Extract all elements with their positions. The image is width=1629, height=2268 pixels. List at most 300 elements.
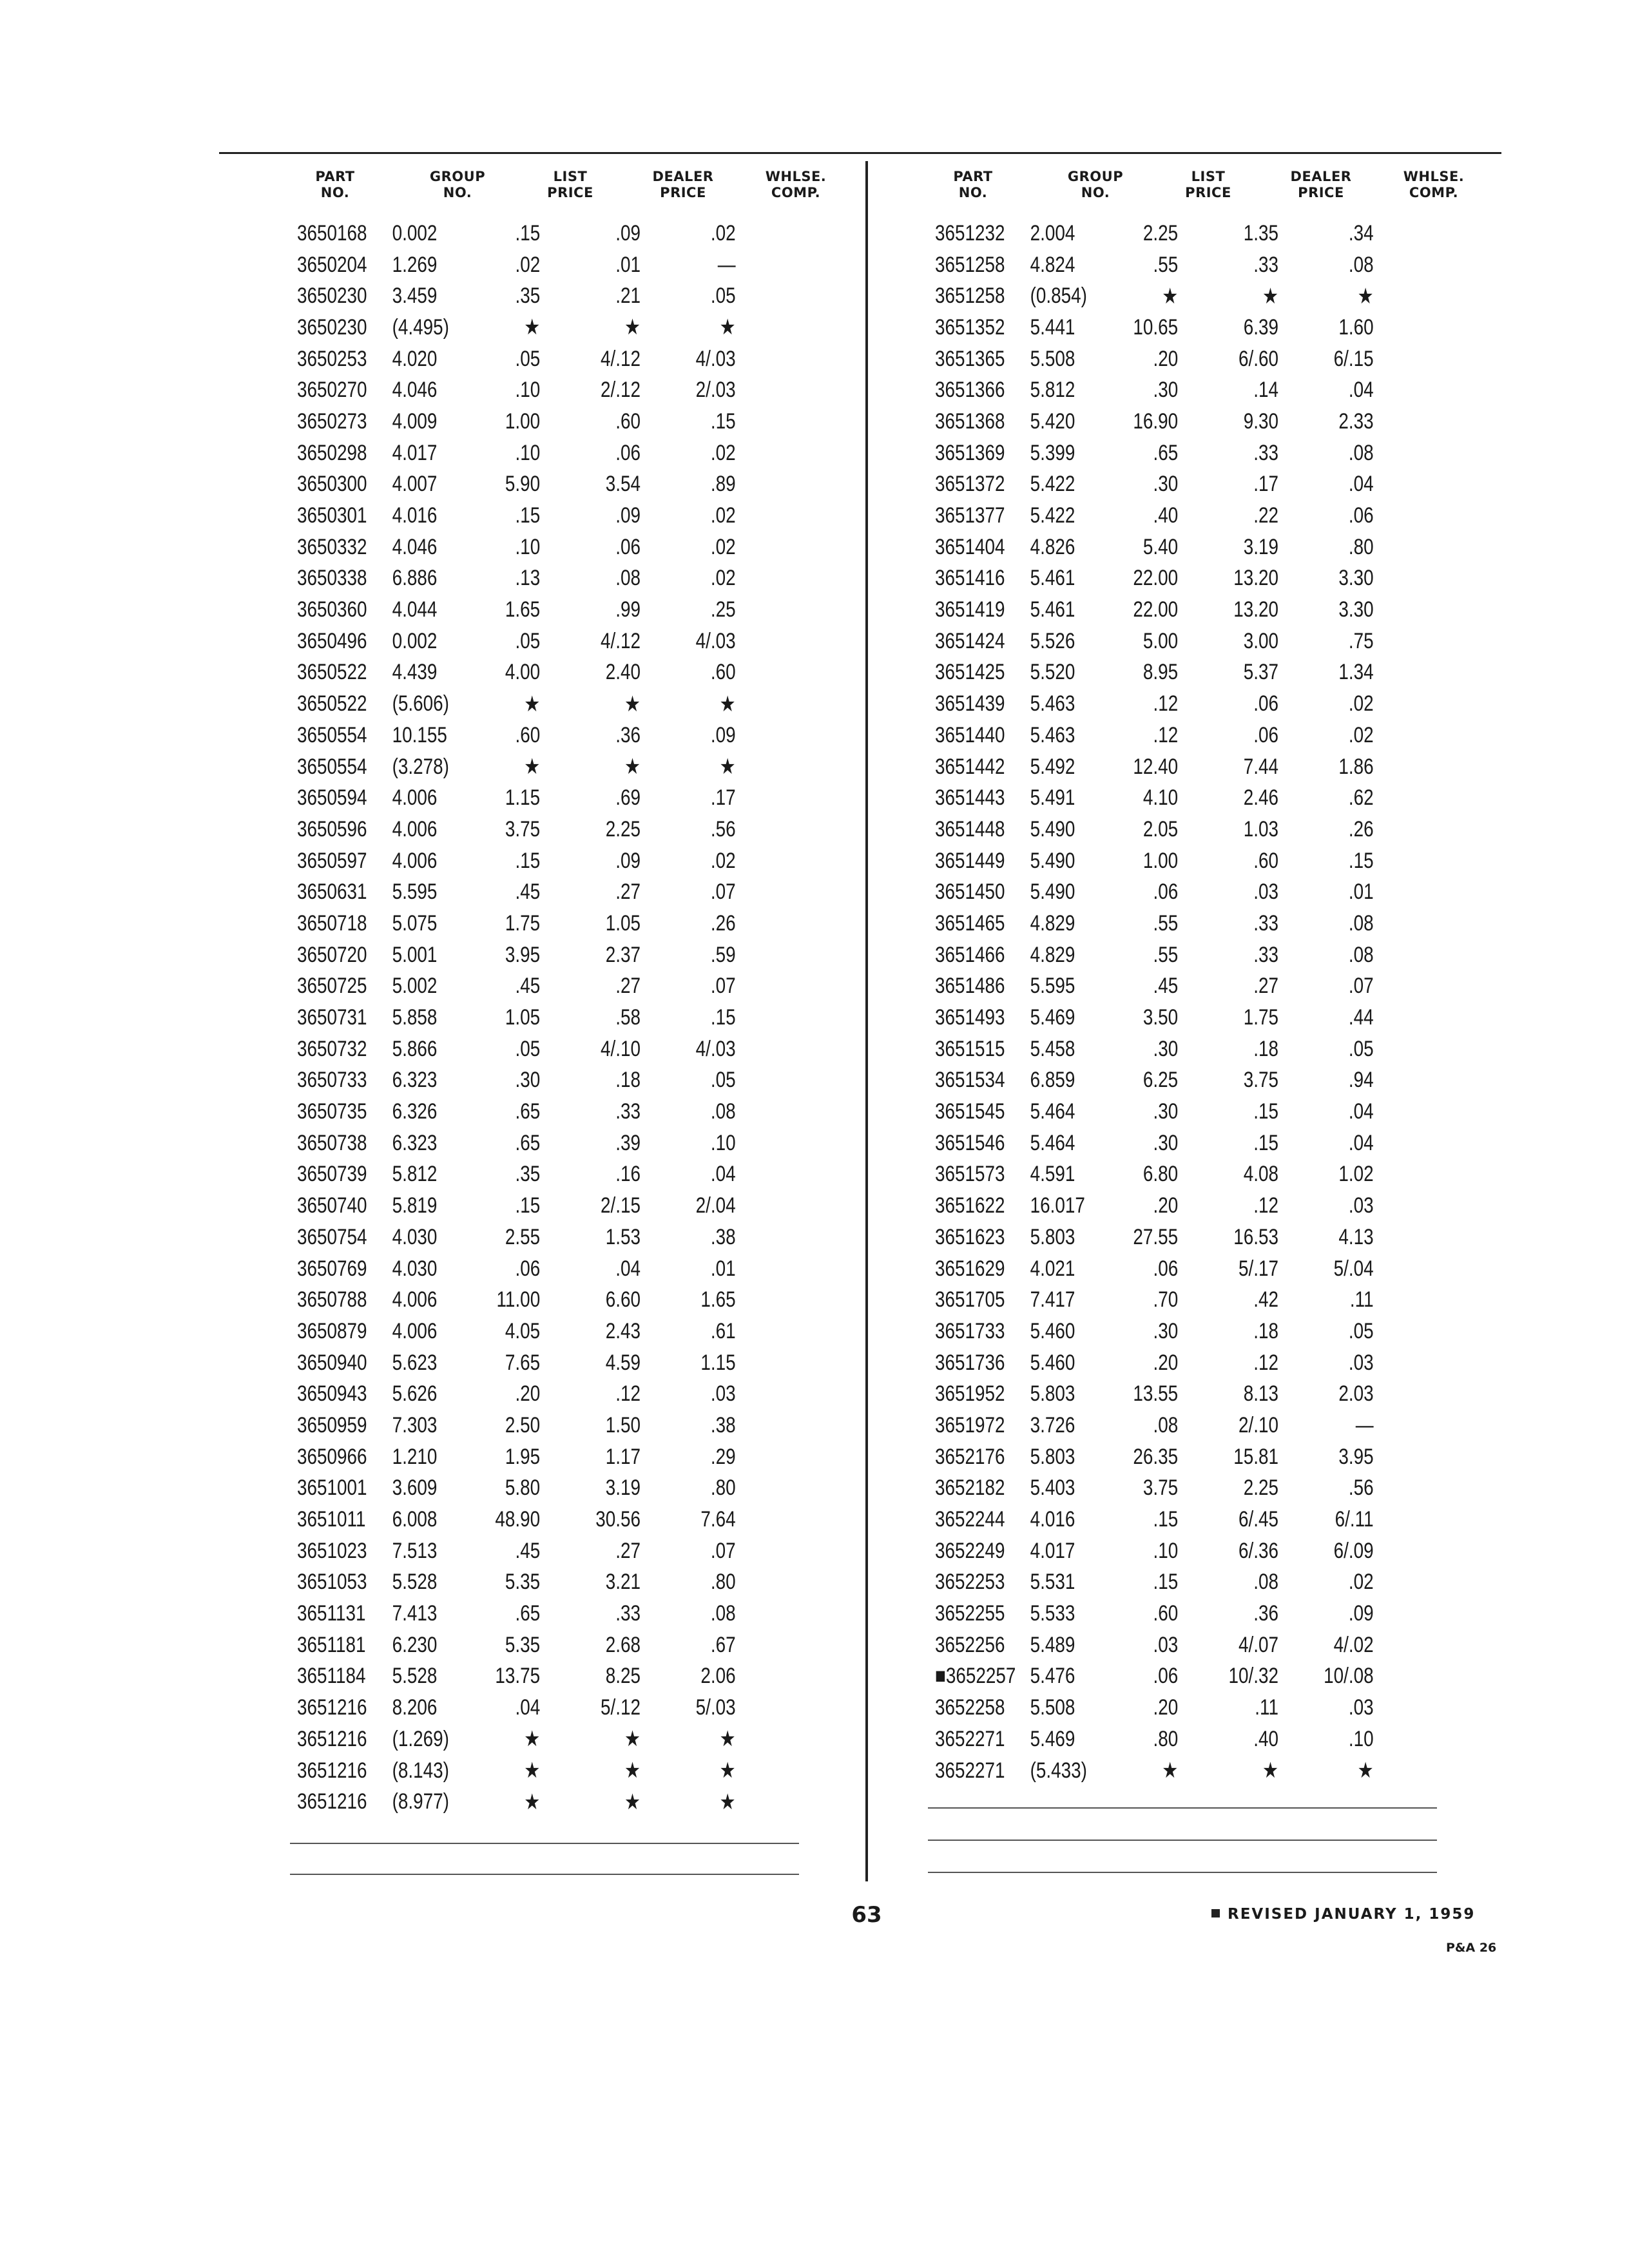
- cell-list: .15: [515, 1193, 541, 1218]
- cell-group: 5.075: [392, 910, 438, 936]
- cell-whlse: .80: [1348, 534, 1374, 559]
- cell-dealer: ★: [624, 1727, 641, 1752]
- cell-dealer: 15.81: [1233, 1444, 1278, 1469]
- cell-whlse: .05: [710, 284, 736, 309]
- cell-group: 3.609: [392, 1475, 438, 1501]
- revised-date: [1211, 1906, 1475, 1923]
- cell-group: 4.030: [392, 1224, 438, 1249]
- cell-group: 4.591: [1030, 1162, 1075, 1187]
- cell-part: 3651705: [935, 1287, 1005, 1312]
- cell-list: 7.65: [505, 1350, 541, 1375]
- cell-whlse: .38: [710, 1412, 736, 1437]
- cell-whlse: 1.02: [1338, 1162, 1374, 1187]
- cell-dealer: .12: [615, 1381, 641, 1407]
- table-row: [909, 1629, 1394, 1661]
- cell-group: (8.977): [392, 1789, 449, 1814]
- top-rule: [219, 152, 1501, 154]
- table-row: [271, 939, 757, 971]
- table-row: [909, 1128, 1394, 1159]
- cell-group: 5.458: [1030, 1036, 1075, 1061]
- cell-group: 0.002: [392, 628, 438, 653]
- cell-group: 5.623: [392, 1350, 438, 1375]
- cell-group: 5.528: [392, 1664, 438, 1689]
- cell-list: 13.55: [1133, 1381, 1179, 1407]
- cell-part: 3650735: [297, 1099, 367, 1124]
- table-row: [909, 1033, 1394, 1065]
- cell-dealer: 2.37: [605, 942, 641, 967]
- cell-group: 6.230: [392, 1632, 438, 1657]
- cell-group: 4.006: [392, 1287, 438, 1312]
- cell-dealer: .27: [615, 879, 641, 905]
- header-dealer-price: DEALER PRICE: [652, 169, 714, 200]
- cell-group: 5.819: [392, 1193, 438, 1218]
- table-row: [271, 1378, 757, 1410]
- table-row: [909, 1410, 1394, 1441]
- table-row: [909, 908, 1394, 939]
- cell-whlse: .10: [710, 1130, 736, 1155]
- cell-whlse: .61: [710, 1318, 736, 1343]
- cell-group: 8.206: [392, 1695, 438, 1720]
- cell-group: 5.526: [1030, 628, 1075, 653]
- cell-group: 5.463: [1030, 722, 1075, 747]
- cell-list: ★: [524, 691, 541, 716]
- cell-group: 5.595: [1030, 974, 1075, 999]
- cell-dealer: 1.35: [1243, 220, 1278, 245]
- cell-dealer: .42: [1253, 1287, 1278, 1312]
- table-row: [909, 343, 1394, 375]
- cell-part: 3652258: [935, 1695, 1005, 1720]
- cell-dealer: .18: [615, 1068, 641, 1093]
- table-row: [909, 1284, 1394, 1316]
- cell-list: .65: [515, 1130, 541, 1155]
- table-row: [909, 1378, 1394, 1410]
- cell-dealer: .27: [1253, 974, 1278, 999]
- cell-whlse: .26: [710, 910, 736, 936]
- cell-whlse: .02: [710, 534, 736, 559]
- cell-group: 4.829: [1030, 910, 1075, 936]
- cell-dealer: 1.50: [605, 1412, 641, 1437]
- cell-part: 3651450: [935, 879, 1005, 905]
- cell-group: 6.326: [392, 1099, 438, 1124]
- page-number: 63: [851, 1902, 882, 1928]
- cell-group: 5.528: [392, 1570, 438, 1595]
- cell-dealer: 4/.10: [600, 1036, 641, 1061]
- cell-list: 1.05: [505, 1005, 541, 1030]
- cell-dealer: .04: [615, 1256, 641, 1281]
- cell-list: .02: [515, 252, 541, 277]
- table-row: [909, 1159, 1394, 1191]
- table-row: [271, 280, 757, 312]
- table-row: [909, 1096, 1394, 1128]
- cell-part: 3652256: [935, 1632, 1005, 1657]
- cell-whlse: .03: [1348, 1350, 1374, 1375]
- cell-list: ★: [1162, 1758, 1179, 1783]
- cell-dealer: 2.40: [605, 660, 641, 685]
- cell-list: .15: [1153, 1507, 1179, 1532]
- cell-list: 11.00: [496, 1287, 541, 1312]
- cell-dealer: ★: [1262, 1758, 1278, 1783]
- cell-list: 22.00: [1133, 566, 1179, 591]
- cell-list: 3.75: [1142, 1475, 1179, 1501]
- cell-part: 3651258: [935, 284, 1005, 309]
- cell-whlse: 3.95: [1338, 1444, 1374, 1469]
- cell-dealer: 4/.12: [600, 628, 641, 653]
- cell-dealer: .03: [1253, 879, 1278, 905]
- table-body-right: [909, 218, 1501, 1786]
- table-row: [271, 437, 757, 469]
- cell-whlse: 1.15: [700, 1350, 736, 1375]
- table-header-left: [271, 169, 863, 214]
- cell-group: (1.269): [392, 1726, 449, 1751]
- cell-part: 3650496: [297, 628, 367, 653]
- cell-part: 3650360: [297, 597, 367, 622]
- cell-list: 27.55: [1133, 1224, 1179, 1249]
- cell-part: 3650733: [297, 1068, 367, 1093]
- cell-part: 3650253: [297, 346, 367, 371]
- cell-dealer: .14: [1253, 378, 1278, 403]
- cell-list: 26.35: [1133, 1444, 1179, 1469]
- table-row: [909, 437, 1394, 469]
- cell-dealer: .40: [1253, 1726, 1278, 1751]
- cell-group: 5.866: [392, 1036, 438, 1061]
- cell-group: (5.606): [392, 691, 449, 716]
- cell-group: 5.403: [1030, 1475, 1075, 1501]
- cell-whlse: .26: [1348, 816, 1374, 841]
- cell-list: .05: [515, 1036, 541, 1061]
- cell-part: 3651258: [935, 252, 1005, 277]
- cell-part: 3650204: [297, 252, 367, 277]
- cell-part: 3652271: [935, 1726, 1005, 1751]
- cell-part: 3650594: [297, 785, 367, 811]
- cell-part: 3651131: [297, 1601, 366, 1626]
- cell-part: 3650273: [297, 408, 367, 434]
- cell-dealer: .99: [615, 597, 641, 622]
- cell-group: 5.489: [1030, 1632, 1075, 1657]
- cell-dealer: .15: [1253, 1130, 1278, 1155]
- cell-whlse: 4/.03: [695, 346, 736, 371]
- cell-whlse: .56: [710, 816, 736, 841]
- cell-dealer: 2.25: [605, 816, 641, 841]
- cell-part: 3650943: [297, 1381, 367, 1407]
- cell-dealer: 6/.36: [1238, 1538, 1278, 1563]
- cell-group: 6.859: [1030, 1068, 1075, 1093]
- cell-whlse: .80: [710, 1570, 736, 1595]
- cell-dealer: .33: [1253, 252, 1278, 277]
- table-row: [909, 469, 1394, 501]
- table-row: [271, 312, 757, 343]
- cell-dealer: .09: [615, 848, 641, 873]
- table-row: [271, 469, 757, 501]
- cell-part: 3651449: [935, 848, 1005, 873]
- cell-dealer: .58: [615, 1005, 641, 1030]
- cell-group: 4.021: [1030, 1256, 1075, 1281]
- cell-list: 5.40: [1142, 534, 1179, 559]
- cell-part: 3650879: [297, 1318, 367, 1343]
- table-row: [271, 1410, 757, 1441]
- cell-part: 3650298: [297, 440, 367, 465]
- cell-part: 3651443: [935, 785, 1005, 811]
- blank-line: [290, 1843, 799, 1844]
- cell-group: 5.463: [1030, 691, 1075, 716]
- cell-list: ★: [524, 1789, 541, 1814]
- cell-dealer: 3.00: [1243, 628, 1278, 653]
- table-row: [271, 1190, 757, 1222]
- cell-whlse: .02: [1348, 691, 1374, 716]
- cell-group: 7.303: [392, 1412, 438, 1437]
- cell-part: 3650300: [297, 472, 367, 497]
- cell-whlse: 4/.02: [1333, 1632, 1374, 1657]
- cell-group: 5.464: [1030, 1099, 1075, 1124]
- cell-part: 3652271: [935, 1758, 1005, 1783]
- cell-group: 16.017: [1030, 1193, 1085, 1218]
- cell-group: 1.269: [392, 252, 438, 277]
- table-row: [271, 1096, 757, 1128]
- cell-whlse: 2.03: [1338, 1381, 1374, 1407]
- cell-list: 1.00: [505, 408, 541, 434]
- cell-group: (5.433): [1030, 1758, 1087, 1783]
- cell-part: 3650739: [297, 1162, 367, 1187]
- cell-dealer: 4/.12: [600, 346, 641, 371]
- cell-part: 3651352: [935, 314, 1005, 340]
- cell-part: 3651952: [935, 1381, 1005, 1407]
- table-row: [271, 1786, 757, 1818]
- cell-group: 5.520: [1030, 660, 1075, 685]
- cell-part: 3650554: [297, 722, 367, 747]
- cell-dealer: .27: [615, 1538, 641, 1563]
- cell-list: 5.90: [505, 472, 541, 497]
- cell-whlse: .07: [710, 974, 736, 999]
- table-row: [909, 720, 1394, 751]
- cell-group: 4.030: [392, 1256, 438, 1281]
- cell-part: 3650301: [297, 503, 367, 528]
- cell-dealer: .09: [615, 220, 641, 245]
- header-part-no: PART NO.: [315, 169, 355, 200]
- cell-group: 5.812: [392, 1162, 438, 1187]
- cell-group: 4.824: [1030, 252, 1075, 277]
- cell-dealer: .08: [615, 566, 641, 591]
- cell-whlse: .01: [710, 1256, 736, 1281]
- cell-whlse: 3.30: [1338, 597, 1374, 622]
- cell-list: .20: [1153, 1695, 1179, 1720]
- cell-part: 3651365: [935, 346, 1005, 371]
- cell-list: .60: [515, 722, 541, 747]
- cell-whlse: 2/.03: [695, 378, 736, 403]
- cell-part: 3651416: [935, 566, 1005, 591]
- table-row: [909, 532, 1394, 563]
- cell-whlse: 7.64: [700, 1507, 736, 1532]
- cell-whlse: .07: [710, 879, 736, 905]
- cell-dealer: 4/.07: [1238, 1632, 1278, 1657]
- cell-list: .45: [515, 879, 541, 905]
- cell-part: 3651424: [935, 628, 1005, 653]
- header-group-no: GROUP NO.: [429, 169, 486, 200]
- cell-dealer: .06: [615, 534, 641, 559]
- cell-dealer: 8.13: [1243, 1381, 1278, 1407]
- cell-dealer: .08: [1253, 1570, 1278, 1595]
- cell-dealer: .11: [1255, 1695, 1278, 1720]
- cell-group: 4.006: [392, 816, 438, 841]
- cell-group: 4.044: [392, 597, 438, 622]
- cell-dealer: .33: [615, 1601, 641, 1626]
- cell-group: 4.020: [392, 346, 438, 371]
- cell-group: 5.461: [1030, 597, 1075, 622]
- cell-part: 3650959: [297, 1412, 367, 1437]
- cell-list: ★: [1162, 284, 1179, 309]
- table-row: [909, 374, 1394, 406]
- cell-part: 3651377: [935, 503, 1005, 528]
- cell-dealer: 2.43: [605, 1318, 641, 1343]
- cell-dealer: 3.54: [605, 472, 641, 497]
- cell-whlse: 1.65: [700, 1287, 736, 1312]
- cell-whlse: .08: [1348, 942, 1374, 967]
- table-row: [271, 657, 757, 689]
- blank-line: [928, 1840, 1437, 1841]
- cell-list: 8.95: [1142, 660, 1179, 685]
- cell-whlse: .01: [1348, 879, 1374, 905]
- cell-group: 5.460: [1030, 1318, 1075, 1343]
- cell-list: .12: [1153, 691, 1179, 716]
- table-row: [271, 1033, 757, 1065]
- cell-whlse: .44: [1348, 1005, 1374, 1030]
- cell-part: 3651736: [935, 1350, 1005, 1375]
- cell-whlse: 5/.04: [1333, 1256, 1374, 1281]
- cell-list: .06: [1153, 879, 1179, 905]
- table-row: [271, 1065, 757, 1097]
- cell-dealer: 5.37: [1243, 660, 1278, 685]
- table-row: [271, 1128, 757, 1159]
- cell-group: (3.278): [392, 754, 449, 779]
- cell-part: 3651023: [297, 1538, 367, 1563]
- blank-line: [928, 1807, 1437, 1809]
- cell-group: 0.002: [392, 220, 438, 245]
- cell-list: .30: [515, 1068, 541, 1093]
- cell-list: 12.40: [1133, 754, 1179, 779]
- cell-group: 5.508: [1030, 1695, 1075, 1720]
- cell-dealer: ★: [624, 754, 641, 780]
- cell-whlse: .15: [1348, 848, 1374, 873]
- cell-whlse: .04: [710, 1162, 736, 1187]
- cell-whlse: .59: [710, 942, 736, 967]
- cell-whlse: .17: [710, 785, 736, 811]
- cell-group: 5.492: [1030, 754, 1075, 779]
- cell-dealer: 3.19: [605, 1475, 641, 1501]
- table-row: [909, 939, 1394, 971]
- table-row: [909, 1347, 1394, 1379]
- table-row: [271, 626, 757, 657]
- cell-dealer: 2.46: [1243, 785, 1278, 811]
- cell-list: ★: [524, 315, 541, 340]
- cell-dealer: .69: [615, 785, 641, 811]
- cell-group: 4.439: [392, 660, 438, 685]
- cell-list: 22.00: [1133, 597, 1179, 622]
- cell-group: 5.490: [1030, 848, 1075, 873]
- cell-dealer: 4.08: [1243, 1162, 1278, 1187]
- cell-whlse: .67: [710, 1632, 736, 1657]
- cell-list: 2.55: [505, 1224, 541, 1249]
- blank-line: [290, 1874, 799, 1875]
- cell-part: 3651184: [297, 1664, 366, 1689]
- table-row: [271, 751, 757, 783]
- cell-group: 5.803: [1030, 1381, 1075, 1407]
- cell-group: 4.016: [1030, 1507, 1075, 1532]
- table-row: [909, 500, 1394, 532]
- cell-part: ■3652257: [935, 1664, 1016, 1689]
- cell-whlse: .07: [1348, 974, 1374, 999]
- cell-whlse: ★: [719, 691, 736, 716]
- table-row: [271, 1504, 757, 1535]
- cell-group: 7.413: [392, 1601, 438, 1626]
- cell-group: 10.155: [392, 722, 447, 747]
- cell-list: .08: [1153, 1412, 1179, 1437]
- cell-dealer: .16: [615, 1162, 641, 1187]
- cell-list: 1.95: [505, 1444, 541, 1469]
- cell-dealer: ★: [624, 315, 641, 340]
- cell-whlse: 6/.15: [1333, 346, 1374, 371]
- cell-part: 3652253: [935, 1570, 1005, 1595]
- cell-dealer: 1.05: [605, 910, 641, 936]
- cell-group: 5.461: [1030, 566, 1075, 591]
- cell-list: ★: [524, 1758, 541, 1783]
- cell-group: 4.009: [392, 408, 438, 434]
- table-row: [271, 1755, 757, 1787]
- cell-list: .06: [515, 1256, 541, 1281]
- cell-part: 3651366: [935, 378, 1005, 403]
- table-row: [271, 1661, 757, 1693]
- cell-part: 3650732: [297, 1036, 367, 1061]
- table-row: [909, 1002, 1394, 1033]
- table-header-right: [909, 169, 1501, 214]
- table-row: [271, 249, 757, 281]
- cell-list: .12: [1153, 722, 1179, 747]
- cell-list: .45: [515, 1538, 541, 1563]
- cell-whlse: .04: [1348, 378, 1374, 403]
- table-row: [909, 280, 1394, 312]
- cell-dealer: .33: [615, 1099, 641, 1124]
- cell-list: .30: [1153, 1036, 1179, 1061]
- cell-whlse: .75: [1348, 628, 1374, 653]
- cell-dealer: 1.17: [605, 1444, 641, 1469]
- cell-whlse: ★: [719, 1758, 736, 1783]
- cell-part: 3651404: [935, 534, 1005, 559]
- cell-group: 5.476: [1030, 1664, 1075, 1689]
- cell-group: 4.007: [392, 472, 438, 497]
- header-list-price: LIST PRICE: [547, 169, 593, 200]
- cell-whlse: 1.60: [1338, 314, 1374, 340]
- revision-marker-icon: [1211, 1909, 1220, 1917]
- table-row: [271, 1535, 757, 1567]
- cell-whlse: 6/.09: [1333, 1538, 1374, 1563]
- cell-part: 3652244: [935, 1507, 1005, 1532]
- cell-whlse: .02: [710, 440, 736, 465]
- table-row: [909, 249, 1394, 281]
- cell-whlse: .08: [1348, 252, 1374, 277]
- cell-whlse: .04: [1348, 1099, 1374, 1124]
- cell-list: 4.05: [505, 1318, 541, 1343]
- cell-whlse: .04: [1348, 472, 1374, 497]
- cell-part: 3651368: [935, 408, 1005, 434]
- cell-list: .15: [515, 503, 541, 528]
- table-row: [909, 876, 1394, 908]
- table-row: [271, 1567, 757, 1599]
- cell-whlse: .56: [1348, 1475, 1374, 1501]
- cell-part: 3651181: [297, 1632, 366, 1657]
- cell-dealer: 2/.12: [600, 378, 641, 403]
- cell-group: 5.491: [1030, 785, 1075, 811]
- table-row: [271, 1692, 757, 1724]
- cell-dealer: .21: [615, 284, 641, 309]
- cell-whlse: .03: [1348, 1193, 1374, 1218]
- cell-dealer: 13.20: [1233, 566, 1278, 591]
